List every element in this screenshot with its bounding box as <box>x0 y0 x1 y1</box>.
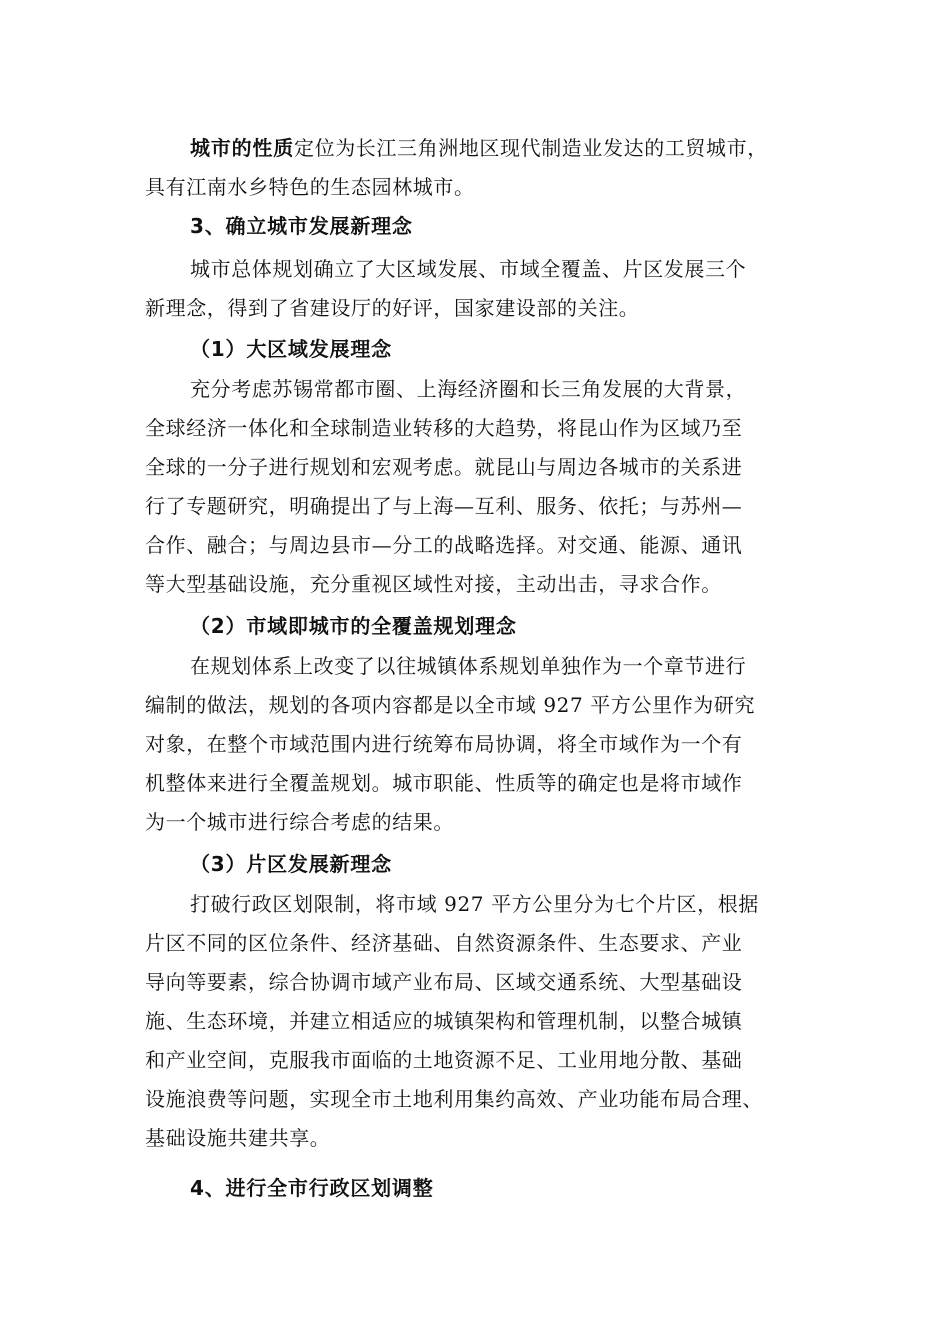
paragraph-5-line-3: 导向等要素，综合协调市域产业布局、区域交通系统、大型基础设 <box>145 970 743 994</box>
subheading-1: （1）大区域发展理念 <box>190 337 392 361</box>
paragraph-5-line-2: 片区不同的区位条件、经济基础、自然资源条件、生态要求、产业 <box>145 931 743 955</box>
paragraph-3-line-3: 全球的一分子进行规划和宏观考虑。就昆山与周边各城市的关系进 <box>145 455 743 479</box>
paragraph-1-line-1 <box>190 134 768 162</box>
paragraph-4-line-4: 机整体来进行全覆盖规划。城市职能、性质等的确定也是将市域作 <box>145 771 743 795</box>
paragraph-2-line-2: 新理念，得到了省建设厅的好评，国家建设部的关注。 <box>145 296 640 320</box>
paragraph-1-lead-term: 城市的性质 <box>190 136 294 160</box>
paragraph-4-line-3: 对象，在整个市域范围内进行统筹布局协调，将全市域作为一个有 <box>145 732 743 756</box>
paragraph-5-line-1: 打破行政区划限制，将市域 927 平方公里分为七个片区，根据 <box>190 892 759 916</box>
subheading-2: （2）市域即城市的全覆盖规划理念 <box>190 614 517 638</box>
paragraph-5-line-7: 基础设施共建共享。 <box>145 1126 331 1150</box>
paragraph-5-line-5: 和产业空间，克服我市面临的土地资源不足、工业用地分散、基础 <box>145 1048 743 1072</box>
paragraph-4-line-5: 为一个城市进行综合考虑的结果。 <box>145 810 454 834</box>
paragraph-3-line-2: 全球经济一体化和全球制造业转移的大趋势，将昆山作为区域乃至 <box>145 416 743 440</box>
paragraph-3-line-1: 充分考虑苏锡常都市圈、上海经济圈和长三角发展的大背景， <box>190 377 747 401</box>
paragraph-3-line-6: 等大型基础设施，充分重视区域性对接，主动出击，寻求合作。 <box>145 572 722 596</box>
paragraph-1-line-2: 具有江南水乡特色的生态园林城市。 <box>145 175 475 199</box>
subheading-3: （3）片区发展新理念 <box>190 852 392 876</box>
paragraph-1-line-1-text: 定位为长江三角洲地区现代制造业发达的工贸城市， <box>294 136 768 160</box>
paragraph-4-line-1: 在规划体系上改变了以往城镇体系规划单独作为一个章节进行 <box>190 654 747 678</box>
paragraph-5-line-6: 设施浪费等问题，实现全市土地利用集约高效、产业功能布局合理、 <box>145 1087 763 1111</box>
paragraph-3-line-4: 行了专题研究，明确提出了与上海—互利、服务、依托；与苏州— <box>145 494 743 518</box>
section-heading-3: 3、确立城市发展新理念 <box>190 214 413 238</box>
paragraph-5-line-4: 施、生态环境，并建立相适应的城镇架构和管理机制，以整合城镇 <box>145 1009 743 1033</box>
section-heading-4: 4、进行全市行政区划调整 <box>190 1176 434 1200</box>
paragraph-4-line-2: 编制的做法，规划的各项内容都是以全市域 927 平方公里作为研究 <box>145 693 756 717</box>
paragraph-3-line-5: 合作、融合；与周边县市—分工的战略选择。对交通、能源、通讯 <box>145 533 743 557</box>
paragraph-2-line-1: 城市总体规划确立了大区域发展、市域全覆盖、片区发展三个 <box>190 257 747 281</box>
